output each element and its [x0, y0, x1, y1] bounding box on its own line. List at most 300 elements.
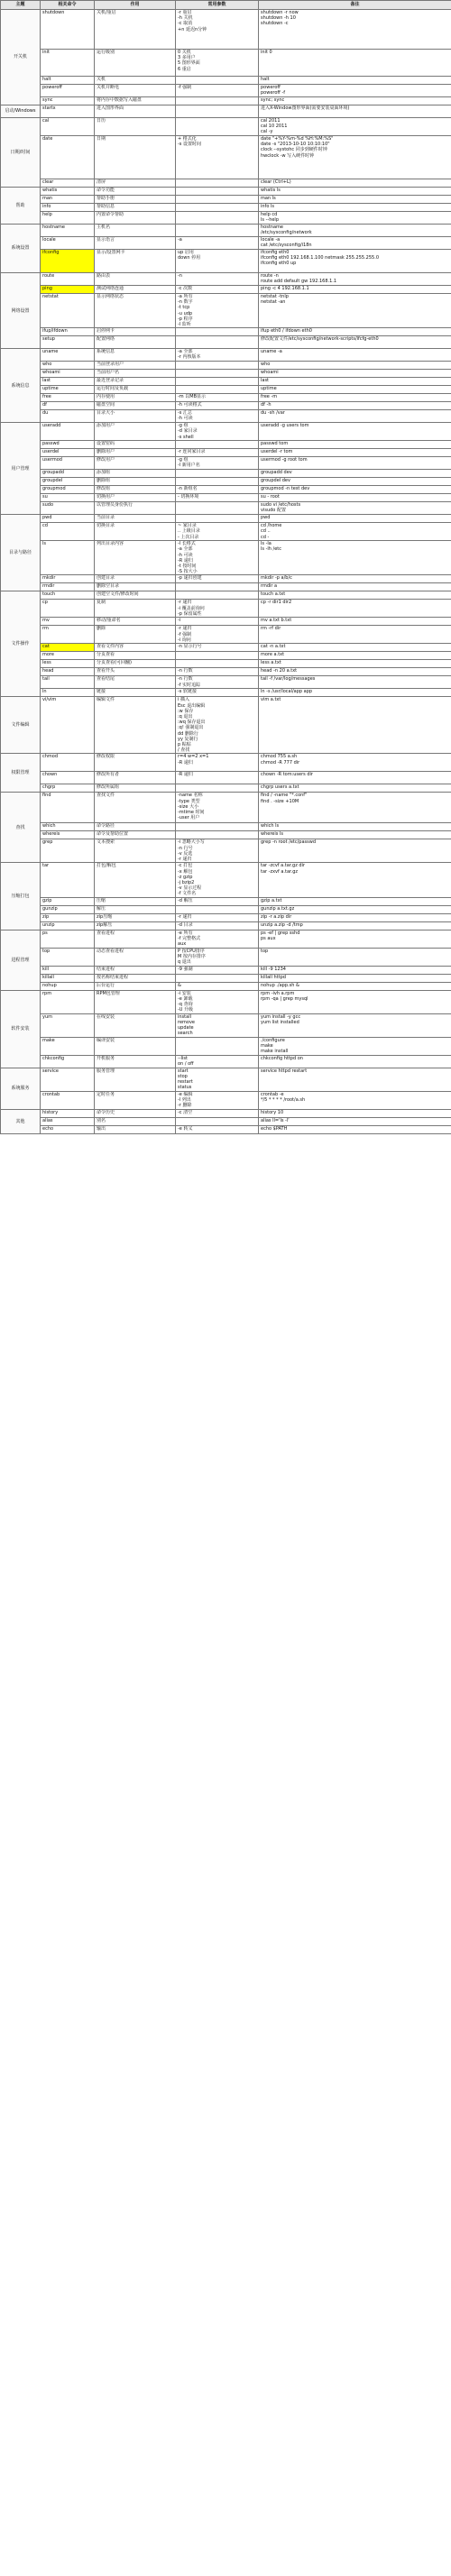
table-row [1, 449, 451, 457]
params-cell [176, 328, 259, 336]
command-cell: startx [41, 105, 95, 118]
command-cell: help [41, 212, 95, 225]
table-row [1, 118, 451, 136]
table-row [1, 77, 451, 85]
purpose-cell: 别名 [95, 1117, 176, 1125]
params-cell: -i [176, 618, 259, 626]
table-row [1, 652, 451, 660]
notes-cell: groupdel dev [259, 478, 451, 486]
topic-cell: 压缩打包 [1, 863, 41, 930]
purpose-cell: 将内存中数据写入磁盘 [95, 97, 176, 105]
notes-cell: vim a.txt [259, 697, 451, 754]
command-cell: gunzip [41, 905, 95, 913]
table-row [1, 486, 451, 494]
topic-cell: 权限管理 [1, 754, 41, 793]
params-cell [176, 386, 259, 394]
notes-cell: du -sh /var [259, 410, 451, 423]
command-cell: usermod [41, 457, 95, 470]
purpose-cell: 帮助信息 [95, 204, 176, 212]
command-cell: pwd [41, 515, 95, 523]
params-cell [176, 378, 259, 386]
table-row [1, 772, 451, 784]
table-row [1, 754, 451, 772]
table-row [1, 618, 451, 626]
notes-cell: usermod -g root tom [259, 457, 451, 470]
table-row [1, 502, 451, 515]
table-row [1, 494, 451, 502]
purpose-cell: 编辑文件 [95, 697, 176, 754]
table-row [1, 286, 451, 294]
command-cell: echo [41, 1125, 95, 1133]
notes-cell: uname -a [259, 349, 451, 362]
table-body [1, 10, 451, 1134]
purpose-cell: 结束进程 [95, 966, 176, 974]
notes-cell: alias ll='ls -l' [259, 1117, 451, 1125]
notes-cell: ifup eth0 / ifdown eth0 [259, 328, 451, 336]
topic-cell: 文件操作 [1, 591, 41, 697]
command-cell: top [41, 948, 95, 966]
table-row [1, 863, 451, 897]
command-cell: unzip [41, 921, 95, 930]
purpose-cell: 修改组 [95, 486, 176, 494]
params-cell: ~ 家目录 .. 上级目录 - 上次目录 [176, 523, 259, 541]
notes-cell: tar -zcvf a.tar.gz dir tar -zxvf a.tar.gz [259, 863, 451, 897]
params-cell: 0 关机 3 多用户 5 图形界面 6 重启 [176, 50, 259, 77]
table-row [1, 1125, 451, 1133]
table-row [1, 966, 451, 974]
notes-cell: sync; sync [259, 97, 451, 105]
topic-cell: 进程管理 [1, 930, 41, 990]
table-row [1, 930, 451, 948]
command-cell: chgrp [41, 784, 95, 793]
params-cell [176, 179, 259, 188]
command-cell: free [41, 394, 95, 402]
command-cell: service [41, 1068, 95, 1091]
table-row [1, 793, 451, 823]
params-cell: -d 解压 [176, 897, 259, 905]
purpose-cell: zip解压 [95, 921, 176, 930]
command-cell: yum [41, 1013, 95, 1037]
notes-cell: killall httpd [259, 974, 451, 982]
table-row [1, 370, 451, 378]
purpose-cell: 磁盘空间 [95, 402, 176, 410]
params-cell: install remove update search [176, 1013, 259, 1037]
purpose-cell: 关机 [95, 77, 176, 85]
purpose-cell: 当前登录用户 [95, 362, 176, 370]
notes-cell: yum install -y gcc yum list installed [259, 1013, 451, 1037]
params-cell: - 切换环境 [176, 494, 259, 502]
table-row [1, 921, 451, 930]
topic-cell: 系统服务 [1, 1068, 41, 1109]
command-cell: ln [41, 689, 95, 697]
notes-cell: head -n 20 a.txt [259, 668, 451, 676]
params-cell [176, 225, 259, 237]
table-row [1, 378, 451, 386]
command-cell: cd [41, 523, 95, 541]
notes-cell: info ls [259, 204, 451, 212]
notes-cell: chown -R tom:users dir [259, 772, 451, 784]
params-cell: up 启用 down 停用 [176, 250, 259, 273]
purpose-cell: 查看进程 [95, 930, 176, 948]
command-cell: find [41, 793, 95, 823]
params-cell [176, 591, 259, 600]
command-cell: ps [41, 930, 95, 948]
params-cell [176, 1117, 259, 1125]
table-row [1, 478, 451, 486]
table-row [1, 294, 451, 328]
purpose-cell: RPM包管理 [95, 990, 176, 1013]
table-row [1, 600, 451, 618]
header-command: 相关命令 [41, 1, 95, 10]
params-cell: -r 重启 -h 关机 -c 取消 +n 延迟n分钟 [176, 10, 259, 50]
notes-cell: gunzip a.txt.gz [259, 905, 451, 913]
params-cell: -a 全部 -r 内核版本 [176, 349, 259, 362]
command-cell: halt [41, 77, 95, 85]
params-cell: -a 所有 -n 数字 -t tcp -u udp -p 程序 -l 监听 [176, 294, 259, 328]
notes-cell: shutdown -r now shutdown -h 10 shutdown -c [259, 10, 451, 50]
purpose-cell: 移动/重命名 [95, 618, 176, 626]
command-cell: init [41, 50, 95, 77]
params-cell: -s 汇总 -h 可读 [176, 410, 259, 423]
notes-cell: crontab -e */5 * * * * /root/a.sh [259, 1091, 451, 1109]
purpose-cell: 当前目录 [95, 515, 176, 523]
table-row [1, 1117, 451, 1125]
notes-cell: poweroff poweroff -f [259, 85, 451, 97]
notes-cell: less a.txt [259, 660, 451, 668]
purpose-cell: 运行时间及负载 [95, 386, 176, 394]
command-cell: chown [41, 772, 95, 784]
notes-cell: groupmod -n test dev [259, 486, 451, 494]
table-row [1, 457, 451, 470]
notes-cell: tail -f /var/log/messages [259, 676, 451, 689]
command-cell: passwd [41, 441, 95, 449]
table-row [1, 386, 451, 394]
table-row [1, 273, 451, 286]
notes-cell: ifconfig eth0 ifconfig eth0 192.168.1.100 netmask 255.255.255.0 ifconfig eth0 up [259, 250, 451, 273]
notes-cell: find / -name "*.conf" find . -size +10M [259, 793, 451, 823]
notes-cell: touch a.txt [259, 591, 451, 600]
header-row [1, 1, 451, 10]
params-cell: -c 打包 -x 解包 -z gzip -j bzip2 -v 显示过程 -f 文件名 [176, 863, 259, 897]
table-row [1, 913, 451, 921]
purpose-cell: 后台运行 [95, 982, 176, 990]
table-row [1, 948, 451, 966]
command-cell: userdel [41, 449, 95, 457]
notes-cell: rm -rf dir [259, 626, 451, 644]
command-cell: mkdir [41, 575, 95, 583]
table-row [1, 839, 451, 863]
params-cell: -n 新组名 [176, 486, 259, 494]
header-params: 常用参数 [176, 1, 259, 10]
params-cell [176, 974, 259, 982]
params-cell [176, 478, 259, 486]
params-cell [176, 502, 259, 515]
notes-cell: chgrp users a.txt [259, 784, 451, 793]
purpose-cell: 路由表 [95, 273, 176, 286]
table-row [1, 179, 451, 188]
command-cell: poweroff [41, 85, 95, 97]
table-row [1, 689, 451, 697]
command-cell: sudo [41, 502, 95, 515]
purpose-cell: 主机名 [95, 225, 176, 237]
table-row [1, 105, 451, 118]
params-cell [176, 831, 259, 839]
purpose-cell: 服务管理 [95, 1068, 176, 1091]
command-cell: ls [41, 541, 95, 575]
command-cell: more [41, 652, 95, 660]
topic-cell: 日期/时间 [1, 118, 41, 188]
purpose-cell: 查看开头 [95, 668, 176, 676]
command-cell: killall [41, 974, 95, 982]
params-cell: -g 组 -l 新用户名 [176, 457, 259, 470]
table-row [1, 336, 451, 349]
purpose-cell: 查看结尾 [95, 676, 176, 689]
topic-cell: 文件编辑 [1, 697, 41, 754]
command-cell: groupadd [41, 470, 95, 478]
command-cell: make [41, 1037, 95, 1055]
purpose-cell: 分页查看(可回翻) [95, 660, 176, 668]
params-cell [176, 1037, 259, 1055]
purpose-cell: 日期 [95, 136, 176, 179]
command-cell: ifconfig [41, 250, 95, 273]
params-cell: -e 编辑 -l 列出 -r 删除 [176, 1091, 259, 1109]
table-row [1, 362, 451, 370]
params-cell [176, 441, 259, 449]
purpose-cell: 链接 [95, 689, 176, 697]
params-cell: -r 递归 -i 覆盖前询问 -p 保留属性 [176, 600, 259, 618]
topic-cell: 启动/Windows [1, 105, 41, 118]
purpose-cell: 命令历史 [95, 1109, 176, 1117]
command-cell: hostname [41, 225, 95, 237]
purpose-cell: 分页查看 [95, 652, 176, 660]
topic-cell: 开关机 [1, 10, 41, 105]
command-cell: last [41, 378, 95, 386]
params-cell: -c 清空 [176, 1109, 259, 1117]
table-row [1, 204, 451, 212]
table-row [1, 1109, 451, 1117]
params-cell [176, 362, 259, 370]
table-row [1, 394, 451, 402]
purpose-cell: 命令功能 [95, 188, 176, 196]
params-cell: + 格式化 -s 设置时间 [176, 136, 259, 179]
params-cell: -g 组 -d 家目录 -s shell [176, 423, 259, 441]
notes-cell: nohup ./app.sh & [259, 982, 451, 990]
header-topic: 主题 [1, 1, 41, 10]
command-cell: useradd [41, 423, 95, 441]
purpose-cell: 输出 [95, 1125, 176, 1133]
purpose-cell: 修改用户 [95, 457, 176, 470]
notes-cell: ls -la ls -lh /etc [259, 541, 451, 575]
table-row [1, 97, 451, 105]
command-cell: info [41, 204, 95, 212]
params-cell: -m 以MB显示 [176, 394, 259, 402]
purpose-cell: 定时任务 [95, 1091, 176, 1109]
params-cell: -r 递归 -f 强制 -i 询问 [176, 626, 259, 644]
notes-cell: chmod 755 a.sh chmod -R 777 dir [259, 754, 451, 772]
params-cell: -r 递归 [176, 913, 259, 921]
command-cell: cal [41, 118, 95, 136]
table-row [1, 905, 451, 913]
notes-cell: help cd ls --help [259, 212, 451, 225]
purpose-cell: 设置密码 [95, 441, 176, 449]
command-cell: groupmod [41, 486, 95, 494]
notes-cell: netstat -tnlp netstat -an [259, 294, 451, 328]
purpose-cell: 复制 [95, 600, 176, 618]
notes-cell: halt [259, 77, 451, 85]
purpose-cell: 文本搜索 [95, 839, 176, 863]
params-cell: -s 软链接 [176, 689, 259, 697]
params-cell [176, 470, 259, 478]
command-cell: cp [41, 600, 95, 618]
params-cell: r=4 w=2 x=1 -R 递归 [176, 754, 259, 772]
notes-cell: mv a.txt b.txt [259, 618, 451, 626]
params-cell: -name 名称 -type 类型 -size 大小 -mtime 时间 -user 用户 [176, 793, 259, 823]
table-row [1, 349, 451, 362]
table-row [1, 1013, 451, 1037]
params-cell: -n [176, 273, 259, 286]
table-row [1, 626, 451, 644]
notes-cell: useradd -g users tom [259, 423, 451, 441]
table-row [1, 823, 451, 831]
purpose-cell: 内存使用 [95, 394, 176, 402]
params-cell: -r 连同家目录 [176, 449, 259, 457]
table-row [1, 697, 451, 754]
command-cell: rpm [41, 990, 95, 1013]
purpose-cell: 显示网络状态 [95, 294, 176, 328]
purpose-cell: 配置网络 [95, 336, 176, 349]
table-row [1, 541, 451, 575]
table-row [1, 225, 451, 237]
purpose-cell: 开机服务 [95, 1055, 176, 1068]
table-row [1, 982, 451, 990]
params-cell: --list on / off [176, 1055, 259, 1068]
purpose-cell: 清屏 [95, 179, 176, 188]
params-cell [176, 823, 259, 831]
purpose-cell: 帮助手册 [95, 196, 176, 204]
header-purpose: 作用 [95, 1, 176, 10]
purpose-cell: 在线安装 [95, 1013, 176, 1037]
notes-cell: clear (Ctrl+L) [259, 179, 451, 188]
params-cell [176, 583, 259, 591]
params-cell [176, 660, 259, 668]
params-cell [176, 97, 259, 105]
command-cell: crontab [41, 1091, 95, 1109]
topic-cell: 软件安装 [1, 990, 41, 1068]
command-cell: mv [41, 618, 95, 626]
command-cell: gzip [41, 897, 95, 905]
purpose-cell: 系统信息 [95, 349, 176, 362]
command-cell: su [41, 494, 95, 502]
purpose-cell: 目录大小 [95, 410, 176, 423]
command-cell: sync [41, 97, 95, 105]
command-cell: alias [41, 1117, 95, 1125]
table-row [1, 1037, 451, 1055]
notes-cell: gzip a.txt [259, 897, 451, 905]
command-cell: df [41, 402, 95, 410]
params-cell: P 按CPU排序 M 按内存排序 q 退出 [176, 948, 259, 966]
params-cell: & [176, 982, 259, 990]
notes-cell: passwd tom [259, 441, 451, 449]
table-row [1, 402, 451, 410]
command-cell: vi/vim [41, 697, 95, 754]
notes-cell: ps -ef | grep sshd ps aux [259, 930, 451, 948]
table-row [1, 831, 451, 839]
command-cell: touch [41, 591, 95, 600]
notes-cell: ping -c 4 192.168.1.1 [259, 286, 451, 294]
command-cell: netstat [41, 294, 95, 328]
purpose-cell: 创建目录 [95, 575, 176, 583]
notes-cell: userdel -r tom [259, 449, 451, 457]
notes-cell: cp -r dir1 dir2 [259, 600, 451, 618]
notes-cell: cd /home cd .. cd - [259, 523, 451, 541]
topic-cell: 目录与路径 [1, 515, 41, 591]
notes-cell: route -n route add default gw 192.168.1.1 [259, 273, 451, 286]
command-cell: groupdel [41, 478, 95, 486]
purpose-cell: 切换目录 [95, 523, 176, 541]
command-cell: less [41, 660, 95, 668]
params-cell [176, 204, 259, 212]
purpose-cell: 以管理员身份执行 [95, 502, 176, 515]
params-cell: -n 显示行号 [176, 644, 259, 652]
notes-cell: ln -s /usr/local/app app [259, 689, 451, 697]
table-row [1, 423, 451, 441]
table-row [1, 897, 451, 905]
command-cell: tail [41, 676, 95, 689]
command-cell: man [41, 196, 95, 204]
linux-command-table [0, 0, 451, 1134]
purpose-cell: 命令路径 [95, 823, 176, 831]
notes-cell: chkconfig httpd on [259, 1055, 451, 1068]
table-row [1, 441, 451, 449]
purpose-cell: 切换用户 [95, 494, 176, 502]
purpose-cell: 添加组 [95, 470, 176, 478]
command-cell: cat [41, 644, 95, 652]
table-row [1, 188, 451, 196]
command-cell: chmod [41, 754, 95, 772]
command-cell: rm [41, 626, 95, 644]
table-row [1, 583, 451, 591]
purpose-cell: 添加用户 [95, 423, 176, 441]
notes-cell: service httpd restart [259, 1068, 451, 1091]
params-cell: -c 次数 [176, 286, 259, 294]
purpose-cell: 进入图形界面 [95, 105, 176, 118]
table-row [1, 575, 451, 583]
purpose-cell: 当前用户名 [95, 370, 176, 378]
notes-cell: man ls [259, 196, 451, 204]
purpose-cell: 查找文件 [95, 793, 176, 823]
purpose-cell: 删除 [95, 626, 176, 644]
params-cell: -p 递归创建 [176, 575, 259, 583]
topic-cell: 系统设置 [1, 225, 41, 273]
purpose-cell: 修改权限 [95, 754, 176, 772]
command-cell: kill [41, 966, 95, 974]
command-cell: rmdir [41, 583, 95, 591]
purpose-cell: 修改所属组 [95, 784, 176, 793]
params-cell [176, 77, 259, 85]
header-notes: 备注 [259, 1, 451, 10]
command-cell: locale [41, 237, 95, 250]
command-cell: whoami [41, 370, 95, 378]
table-row [1, 990, 451, 1013]
purpose-cell: 列出目录内容 [95, 541, 176, 575]
table-row [1, 212, 451, 225]
notes-cell: echo $PATH [259, 1125, 451, 1133]
table-row [1, 660, 451, 668]
table-row [1, 136, 451, 179]
notes-cell: su - root [259, 494, 451, 502]
command-cell: date [41, 136, 95, 179]
table-row [1, 85, 451, 97]
